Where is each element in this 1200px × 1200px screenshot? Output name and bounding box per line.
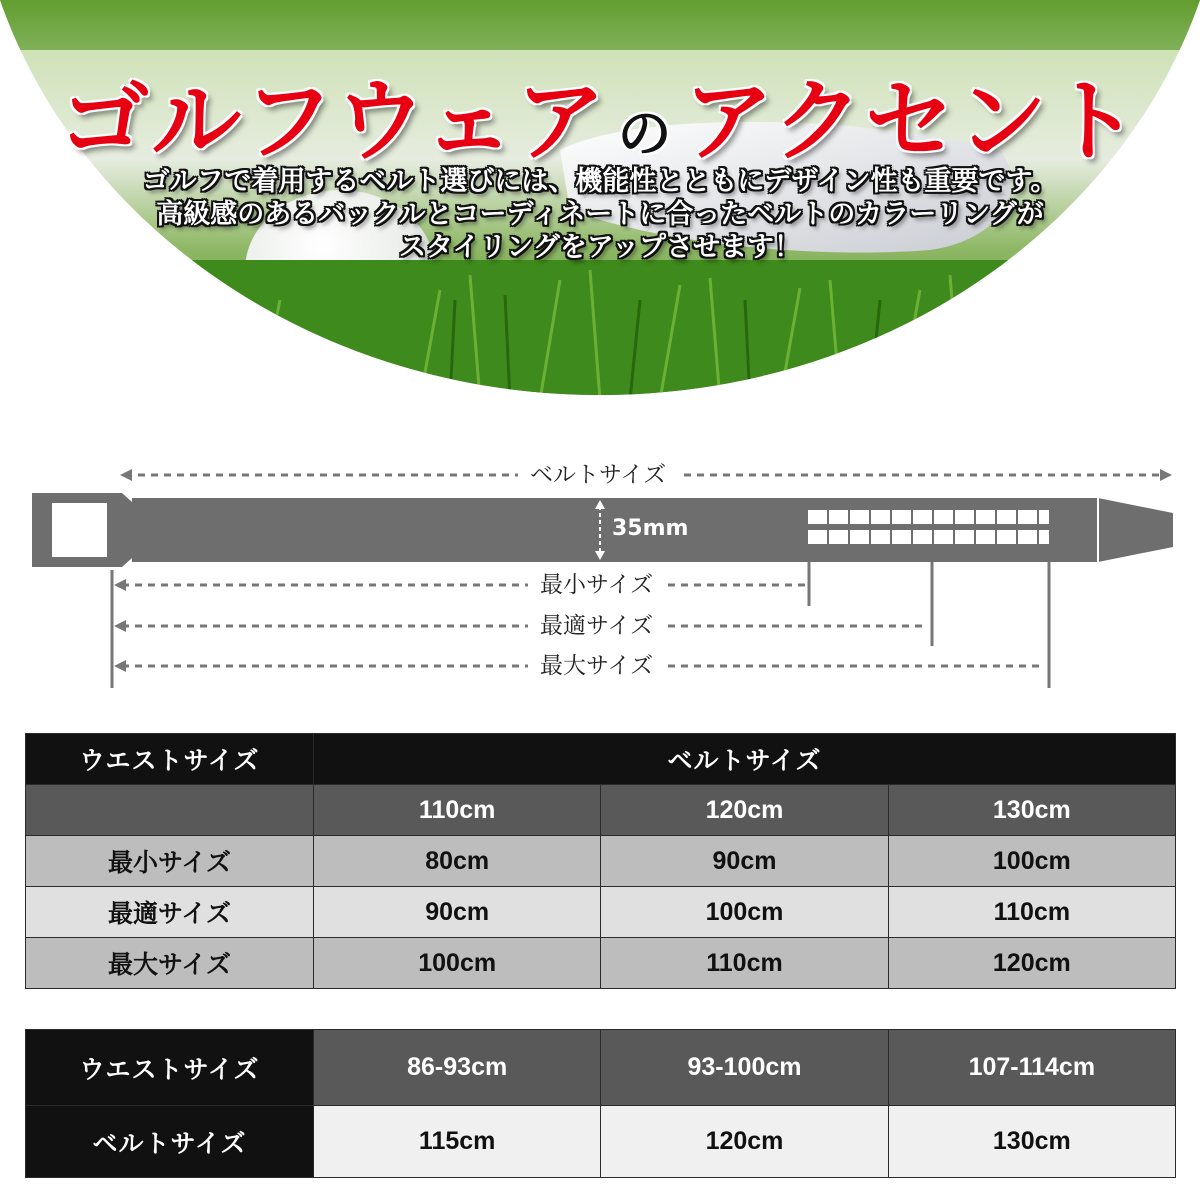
- belt-length-cell: 130cm: [888, 1106, 1175, 1178]
- waist-range-cell: 93-100cm: [601, 1030, 888, 1106]
- hero-lead-text: [0, 165, 1200, 264]
- title-no: の: [617, 102, 674, 165]
- belt-size-cell: 110cm: [314, 785, 601, 836]
- table-cell: 110cm: [601, 938, 888, 989]
- belt-size-cell: 130cm: [888, 785, 1175, 836]
- buckle: [32, 493, 132, 567]
- min-size-label: 最小サイズ: [528, 571, 665, 599]
- empty-cell: [26, 785, 314, 836]
- hero-title: [0, 48, 1200, 178]
- table-cell: 90cm: [314, 887, 601, 938]
- table-cell: 90cm: [601, 836, 888, 887]
- belt-size-cell: 120cm: [601, 785, 888, 836]
- belt-size-row: [26, 785, 1176, 836]
- waist-range-cell: 86-93cm: [314, 1030, 601, 1106]
- belt-width-label: 35mm: [612, 516, 689, 541]
- title-part2: アクセント: [683, 69, 1141, 174]
- table-cell: 100cm: [888, 836, 1175, 887]
- title-part1: ゴルフウェア: [59, 69, 608, 174]
- hero-banner: [0, 0, 1200, 400]
- size-chart-table: [25, 733, 1176, 989]
- belt-size-label: ベルトサイズ: [518, 461, 678, 489]
- lead-line-2: 高級感のあるバックルとコーディネートに合ったベルトのカラーリングが: [156, 199, 1044, 230]
- table-row: [26, 887, 1176, 938]
- table-cell: 110cm: [888, 887, 1175, 938]
- belt-size-header: ベルトサイズ: [26, 1106, 314, 1178]
- waist-row: [26, 1030, 1176, 1106]
- lead-line-1: ゴルフで着用するベルト選びには、機能性とともにデザイン性も重要です。: [142, 166, 1058, 197]
- table-header-row: [26, 734, 1176, 785]
- table-row: [26, 836, 1176, 887]
- header-belt-size: ベルトサイズ: [314, 734, 1176, 785]
- waist-belt-table: [25, 1029, 1176, 1178]
- waist-range-cell: 107-114cm: [888, 1030, 1175, 1106]
- table-cell: 100cm: [314, 938, 601, 989]
- waist-size-header: ウエストサイズ: [26, 1030, 314, 1106]
- header-waist-size: ウエストサイズ: [26, 734, 314, 785]
- belt-length-cell: 115cm: [314, 1106, 601, 1178]
- table-row: [26, 938, 1176, 989]
- belt-length-cell: 120cm: [601, 1106, 888, 1178]
- row-label: 最大サイズ: [26, 938, 314, 989]
- lead-line-3: スタイリングをアップさせます！: [398, 232, 802, 263]
- table-cell: 100cm: [601, 887, 888, 938]
- row-label: 最適サイズ: [26, 887, 314, 938]
- table-cell: 120cm: [888, 938, 1175, 989]
- max-size-label: 最大サイズ: [528, 652, 665, 680]
- table-cell: 80cm: [314, 836, 601, 887]
- belt-row: [26, 1106, 1176, 1178]
- row-label: 最小サイズ: [26, 836, 314, 887]
- optimal-size-label: 最適サイズ: [528, 612, 665, 640]
- belt-size-diagram: [0, 440, 1200, 700]
